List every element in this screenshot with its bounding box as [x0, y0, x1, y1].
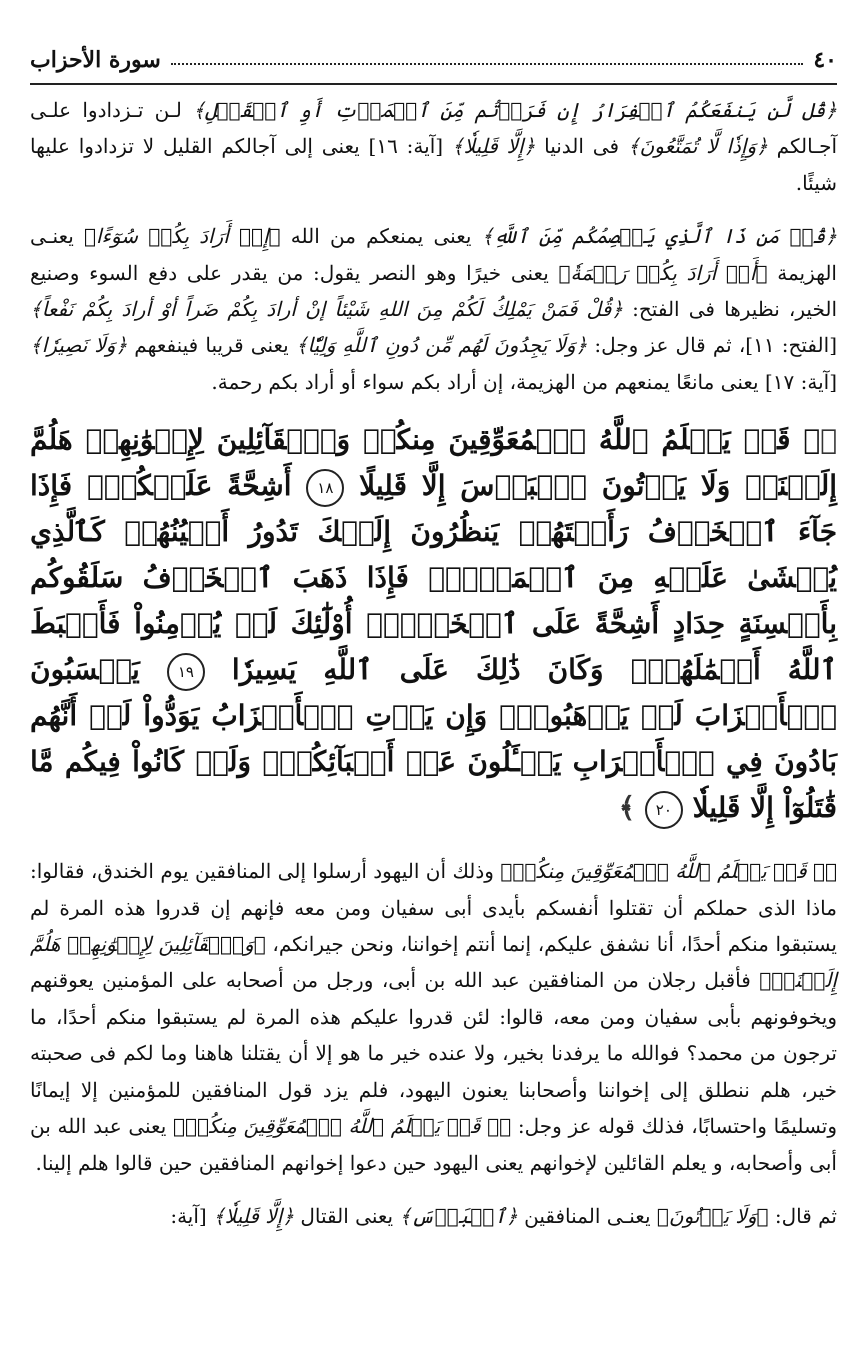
quran-verses-block	[30, 417, 837, 831]
commentary-text: يعنى خيرًا وهو النصر يقول: من يقدر على دفع السوء وصنيع الخير، نظيرها فى الفتح:	[30, 260, 838, 322]
page-header	[30, 40, 837, 80]
commentary-text: يعنى القتال	[294, 1203, 400, 1228]
commentary-text: [آية:	[170, 1203, 214, 1228]
commentary-paragraph	[30, 218, 837, 400]
commentary-text: يَحۡسَبُونَ ٱلۡأَحۡزَابَ لَمۡ يَذۡهَبُواْۖ وَإِن يَأۡتِ ٱلۡأَحۡزَابُ يَوَدُّواْ لَوۡ أَنَّهُم بَادُونَ فِي ٱلۡأَعۡرَابِ يَسۡـَٔلُونَ عَنۡ أَنۢبَآئِكُمۡۖ وَلَوۡ كَانُواْ فِيكُم مَّا قَٰتَلُوٓاْ إِلَّا قَلِيلٗا	[30, 653, 837, 825]
surah-title: سورة الأحزاب	[30, 47, 161, 73]
commentary-paragraph	[30, 92, 837, 201]
commentary-text: ۞ قَدۡ يَعۡلَمُ ٱللَّهُ ٱلۡمُعَوِّقِينَ مِنكُمۡ وَٱلۡقَآئِلِينَ لِإِخۡوَٰنِهِمۡ هَلُمَّ إِلَيۡنَاۖ وَلَا يَأۡتُونَ ٱلۡبَأۡسَ إِلَّا قَلِيلًا	[30, 423, 838, 503]
header-leader-dots	[171, 63, 804, 65]
header-rule	[30, 83, 837, 85]
ornate-bracket: ﴾	[618, 791, 645, 825]
commentary-text: [آية: ١٦] يعنى إلى آجالكم القليل لا تزدادوا عليها شيئًا.	[30, 134, 837, 195]
quran-quote: ﴿وَإِذٗا لَّا تُمَتَّعُونَ﴾	[627, 134, 768, 159]
quran-quote: ﴿۞ قَدۡ يَعۡلَمُ ٱللَّهُ ٱلۡمُعَوِّقِينَ مِنكُمۡ﴾	[500, 859, 837, 884]
commentary-text: يعنى يمنعكم من الله	[280, 224, 482, 249]
page-body	[30, 92, 837, 1251]
commentary-text: أَشِحَّةً عَلَيۡكُمۡۖ فَإِذَا جَآءَ ٱلۡخَوۡفُ رَأَيۡتَهُمۡ يَنظُرُونَ إِلَيۡكَ تَدُورُ أَعۡيُنُهُمۡ كَٱلَّذِي يُغۡشَىٰ عَلَيۡهِ مِنَ ٱلۡمَوۡتِۖ فَإِذَا ذَهَبَ ٱلۡخَوۡفُ سَلَقُوكُم بِأَلۡسِنَةٍ حِدَادٍ أَشِحَّةً عَلَى ٱلۡخَيۡرِۚ أُوْلَٰٓئِكَ لَمۡ يُؤۡمِنُواْ فَأَحۡبَطَ ٱللَّهُ أَعۡمَٰلَهُمۡۚ وَكَانَ ذَٰلِكَ عَلَى ٱللَّهِ يَسِيرٗا	[30, 469, 837, 687]
commentary-text: يعنى قريبا فينفعهم	[127, 333, 296, 358]
quran-quote: ﴿قُل لَّن يَنفَعَكُمُ ٱلۡفِرَارُ إِن فَرَرۡتُم مِّنَ ٱلۡمَوۡتِ أَوِ ٱلۡقَتۡلِ﴾	[193, 98, 837, 122]
quran-quote: ﴿قُلْ فَمَنْ يَمْلِكُ لَكُمْ مِنَ اللهِ شَيْئاً إنْ أرادَ بِكُمْ ضَراً أوْ أرادَ بِكُمْ نَفْعاً﴾	[30, 297, 623, 322]
commentary-text: لـن تـزدادوا علـى آجـالكم	[30, 98, 838, 159]
quran-quote: ﴿وَلَا يَأۡتُونَ﴾	[656, 1203, 769, 1228]
commentary-text: [آية: ١٧] يعنى مانعًا يمنعهم من الهزيمة، إن أراد بكم سواء أو أراد بكم رحمة.	[211, 369, 837, 394]
commentary-text: فى الدنيا	[535, 134, 628, 159]
quran-quote: ﴿وَلَا نَصِيرٗا﴾	[30, 333, 128, 358]
quran-quote: ﴿ٱلۡبَأۡسَ﴾	[399, 1203, 518, 1228]
commentary-text: يعنى عبد الله بن أبى وأصحابه، و يعلم القائلين لإخوانهم يعنى اليهود حين دعوا إخوانهم المنافقين حين قالوا هلم إلينا.	[30, 1114, 837, 1175]
commentary-text: فأقبل رجلان من المنافقين عبد الله بن أبى، ورجل من أصحابه على المؤمنين يعوقنهم ويخوفونهم بأبى سفيان ومن معه، قالوا: لئن قدروا عليكم هذه المرة لم يستبقوا منكم أحدًا، ما ترجون من محمد؟ فوالله ما يرفدنا بخير، ولا عنده خير ما هو إلا أن يقتلنا هاهنا وما لكم فى صحبته خير، هلم ننطلق إلى إخواننا وأصحابنا يعنون اليهود، فلم يزد قول المنافقين للمؤمنين إلا إيمانًا وتسليمًا واحتسابًا، فذلك قوله عز وجل:	[30, 968, 838, 1139]
verse-number-marker: ٢٠	[645, 791, 683, 829]
commentary-paragraph	[30, 1198, 837, 1234]
quran-quote: ﴿قُلۡ مَن ذَا ٱلَّذِي يَعۡصِمُكُم مِّنَ ٱللَّهِ﴾	[481, 224, 837, 249]
quran-quote: ﴿وَلَا يَجِدُونَ لَهُم مِّن دُونِ ٱللَّهِ وَلِيّٗا﴾	[295, 333, 588, 358]
verse-number-marker: ١٩	[167, 653, 205, 691]
quran-quote: ﴿إِنۡ أَرَادَ بِكُمۡ سُوٓءًا﴾	[84, 224, 281, 249]
commentary-text: [الفتح: ١١]، ثم قال عز وجل:	[587, 333, 837, 358]
quran-quote: ﴿إِلَّا قَلِيلٗا﴾	[451, 134, 536, 159]
ornate-bracket: ﴿	[820, 423, 837, 457]
quran-quote: ﴿أَوۡ أَرَادَ بِكُمۡ رَحۡمَةٗ﴾	[558, 260, 768, 285]
commentary-text: يعنـى الهزيمة	[30, 224, 837, 285]
commentary-text: وذلك أن اليهود أرسلوا إلى المنافقين يوم الخندق، فقالوا: ماذا الذى حملكم أن تقتلوا أنفسكم بأيدى أبى سفيان ومن معه فإنهم إن قدروا هذه المرة لم يستبقوا منكم أحدًا، أنا نشفق عليكم، إنما أنتم إخواننا، ونحن جيرانكم،	[30, 859, 837, 957]
commentary-text: ثم قال:	[768, 1203, 837, 1228]
page-number: ٤٠	[813, 47, 837, 73]
quran-quote: ﴿۞ قَدۡ يَعۡلَمُ ٱللَّهُ ٱلۡمُعَوِّقِينَ مِنكُمۡ﴾	[172, 1114, 512, 1139]
quran-quote: ﴿وَٱلۡقَآئِلِينَ لِإِخۡوَٰنِهِمۡ هَلُمَّ إِلَيۡنَاۖ﴾	[30, 932, 837, 993]
quran-quote: ﴿إِلَّا قَلِيلٗا﴾	[213, 1203, 294, 1228]
commentary-paragraph	[30, 853, 837, 1181]
commentary-text: يعنـى المنافقين	[517, 1203, 657, 1228]
verse-number-marker: ١٨	[306, 469, 344, 507]
